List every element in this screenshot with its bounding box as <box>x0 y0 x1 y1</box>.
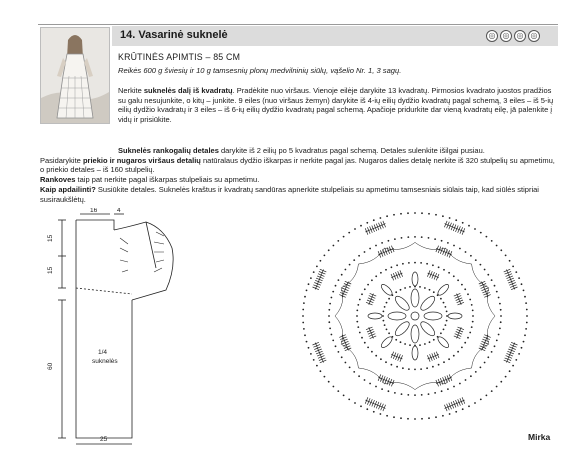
instruction-paragraph: Rankoves taip pat nerkite pagal iškarpas stulpeliais su apmetimu. <box>40 175 260 185</box>
instructions-upper <box>118 86 556 125</box>
model-photo <box>40 27 110 124</box>
signature: Mirka <box>528 432 551 442</box>
garment-schematic <box>36 208 216 448</box>
yarn-requirements: Reikės 600 g šviesių ir 10 g tamsesnių plonų medvilninių siūlų, vąšelio Nr. 1, 3 sagų. <box>118 66 402 75</box>
rating-spool-icon: ◎ <box>500 30 512 42</box>
instruction-paragraph: Nerkite suknelės dalį iš kvadratų. Pradėkite nuo viršaus. Vienoje eilėje darykite 13 kvadratų. Pirmosios kvadrato juostos pradžios su galu nesujunkite, o kitų – junkite. 9 eiles (nuo viršaus žemyn) darykite iš 4-ių eilių dydžio kvadratų pagal schemą, 3 eiles – iš 5-ių eilių dydžio kvadratų ir 3 eiles – iš 6-ių eilių dydžio kvadratų pagal schemą. Apačioje pridurkite dar vieną kvadratų eilę, jā palenkite į vidų ir prisiūkite. <box>118 86 554 125</box>
piece-label-fraction: 1/4 <box>98 349 108 356</box>
rating-spool-icon: ◎ <box>528 30 540 42</box>
top-rule <box>38 24 558 25</box>
rating-spool-icon: ◎ <box>486 30 498 42</box>
difficulty-rating <box>486 30 540 42</box>
dim-label-25: 25 <box>100 436 108 443</box>
motif-symbols <box>302 212 528 420</box>
dim-label-15-lower: 15 <box>47 266 54 274</box>
piece-label-name: suknelės <box>92 358 118 365</box>
dim-label-16: 16 <box>90 208 98 214</box>
rating-spool-icon: ◎ <box>514 30 526 42</box>
crochet-square-chart <box>280 192 550 440</box>
bust-size: KRŪTINĖS APIMTIS – 85 CM <box>118 52 241 62</box>
dim-label-60: 60 <box>47 362 54 370</box>
pattern-title: 14. Vasarinė suknelė <box>120 29 228 41</box>
instruction-paragraph: Pasidarykite priekio ir nugaros viršaus detalių natūralaus dydžio iškarpas ir nerkite pagal jas. Nugaros dalies detalę nerkite iš 320 stulpelių su apmetimu, o priekio detales – iš 160 stulpelių. <box>40 155 555 175</box>
instruction-paragraph: Suknelės rankogalių detales darykite iš 2 eilių po 5 kvadratus pagal schemą. Detales sulenkite išilgai pusiau. <box>118 146 485 155</box>
model-photo-drawing <box>41 28 109 123</box>
instruction-paragraph: Kaip apdailinti? Susiūkite detales. Suknelės kraštus ir kvadratų sandūras apnerkite stulpeliais su apmetimu tamsesniais siūlais taip, kad siūlės stipriai susiraukšlėtų. <box>40 184 539 204</box>
dim-label-15-upper: 15 <box>47 234 54 242</box>
dim-label-4: 4 <box>117 208 121 214</box>
